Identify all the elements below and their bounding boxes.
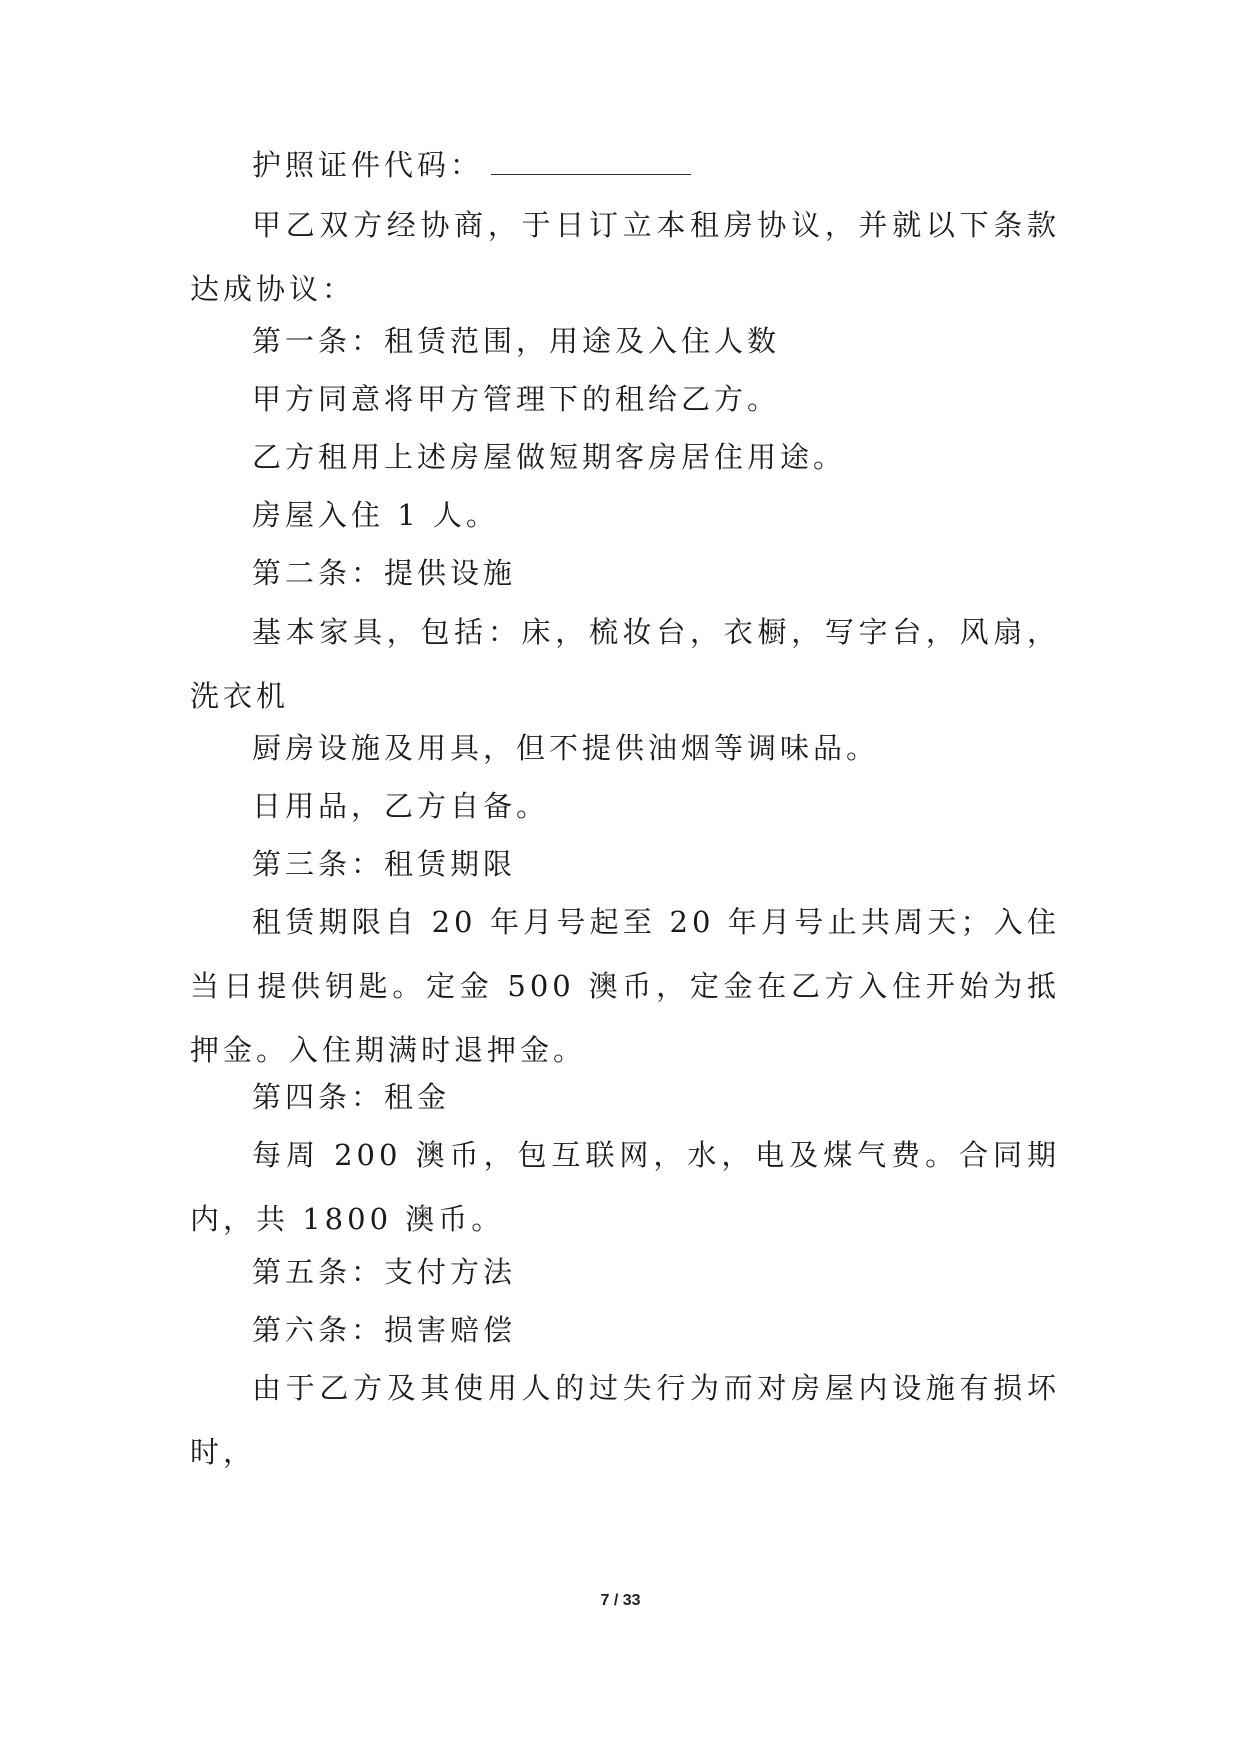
- paragraph: 租赁期限自 20 年月号起至 20 年月号止共周天；入住当日提供钥匙。定金 500 澳币，定金在乙方入住开始为抵押金。入住期满时退押金。: [190, 905, 1060, 1067]
- section-heading-3: 第三条：租赁期限: [252, 847, 517, 881]
- paragraph: 乙方租用上述房屋做短期客房居住用途。: [252, 440, 847, 474]
- passport-code-blank: [491, 146, 691, 175]
- section-heading-6: 第六条：损害赔偿: [252, 1313, 517, 1347]
- paragraph: 厨房设施及用具，但不提供油烟等调味品。: [252, 731, 880, 765]
- paragraph: 日用品，乙方自备。: [252, 789, 550, 823]
- paragraph: 基本家具，包括：床，梳妆台，衣橱，写字台，风扇，洗衣机: [190, 615, 1060, 713]
- section-heading-5: 第五条：支付方法: [252, 1255, 517, 1289]
- paragraph: 甲乙双方经协商，于日订立本租房协议，并就以下条款达成协议：: [190, 208, 1060, 306]
- paragraph: 房屋入住 1 人。: [252, 498, 499, 532]
- page-number: 7 / 33: [600, 1592, 641, 1609]
- passport-code-line: [190, 133, 1060, 197]
- section-heading-4: 第四条：租金: [252, 1080, 451, 1114]
- paragraph: 每周 200 澳币，包互联网，水，电及煤气费。合同期内，共 1800 澳币。: [190, 1138, 1060, 1236]
- paragraph: 由于乙方及其使用人的过失行为而对房屋内设施有损坏时，: [190, 1371, 1060, 1469]
- passport-code-label: 护照证件代码：: [252, 148, 484, 182]
- section-heading-1: 第一条：租赁范围，用途及入住人数: [252, 324, 781, 358]
- paragraph: 甲方同意将甲方管理下的租给乙方。: [252, 382, 781, 416]
- section-heading-2: 第二条：提供设施: [252, 556, 517, 590]
